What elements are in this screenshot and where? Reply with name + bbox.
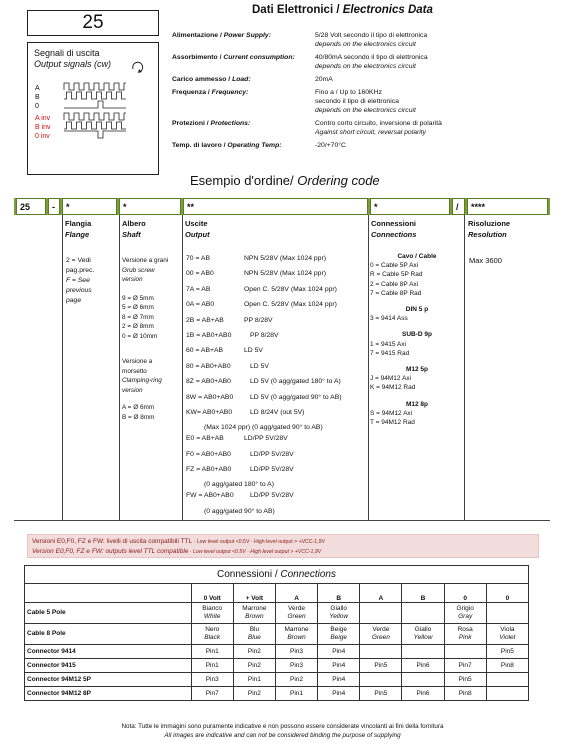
table-row [25,659,529,673]
table-cell: Pin2 [233,687,275,701]
header-connections: Connessioni Connections [371,219,417,239]
output-option: (0 agg/gated 180° to A) [204,481,274,489]
table-cell: Pin2 [233,645,275,659]
signal-label: B [35,94,40,101]
table-cell: Pin5 [444,673,486,687]
table-cell: Viola Violet [486,624,528,645]
column-header: A [275,584,317,603]
connection-option: 3 = 9414 Ass [370,315,408,323]
table-cell: Pin6 [402,659,444,673]
code-slash: / [452,198,465,215]
table-cell [360,645,402,659]
table-cell: Grigio Gray [444,603,486,624]
connection-group: M12 8p [405,400,429,408]
table-cell [360,603,402,624]
table-cell: Pin7 [444,659,486,673]
signal-waveform [64,113,126,120]
connection-option: R = Cable 5P Rad [370,271,423,279]
connection-option: K = 94M12 Rad [370,384,416,392]
connection-option: T = 94M12 Rad [370,419,415,427]
connection-option: S = 94M12 Axi [370,409,413,417]
table-cell: Verde Green [360,624,402,645]
table-cell: Pin2 [233,659,275,673]
table-row [25,624,529,645]
electronics-value: 40/80mA secondo il tipo di elettronica [315,54,428,61]
table-cell: Marrone Brown [233,603,275,624]
connection-group: Cavo / Cable [397,253,437,260]
table-cell: Marrone Brown [275,624,317,645]
table-cell: Pin3 [191,673,233,687]
electronics-label: Assorbimento / Current consumption: [172,54,295,61]
table-cell: Pin4 [318,659,360,673]
table-cell: Pin1 [191,645,233,659]
signal-waveform [64,131,126,138]
code-connection: * [370,198,450,215]
row-label: Connector 9414 [25,645,192,659]
row-label: Connector 94M12 8P [25,687,192,701]
table-cell [360,673,402,687]
table-cell: Pin8 [444,687,486,701]
code-resolution: **** [467,198,548,215]
table-cell: Beige Beige [318,624,360,645]
table-row [25,603,529,624]
table-cell: Pin4 [318,645,360,659]
electronics-value: 20mA [315,76,333,83]
column-header: A [360,584,402,603]
code-shaft: * [119,198,181,215]
signal-waveform [64,122,126,129]
ttl-versions-notice: Versioni E0,F0, FZ e FW: livelli di uscita compatibili TTL · Low level output <0.5V · High level output > +VCC-1,9V Version E0,F0, FZ e FW: outputs level TTL compatible · Low level output <0.5V · High level output > +VCC-1,9V [27,534,539,558]
table-cell: Pin3 [275,645,317,659]
table-cell: Pin5 [360,659,402,673]
output-option: 2B = AB+AB PP 8/28V [186,316,273,324]
electronics-value: Fino a / Up to 160KHz [315,89,382,96]
table-cell: Pin6 [402,687,444,701]
table-row [25,687,529,701]
table-cell [402,603,444,624]
code-model: 25 [16,198,46,215]
table-cell [402,645,444,659]
table-cell: Rosa Pink [444,624,486,645]
electronics-value-en: depends on the electronics circuit [315,107,416,114]
signal-label: 0 inv [35,133,50,140]
output-option: 7A = AB Open C. 5/28V (Max 1024 ppr) [186,285,337,293]
table-cell: Pin5 [360,687,402,701]
table-cell: Pin4 [318,673,360,687]
electronics-label: Temp. di lavoro / Operating Temp: [172,142,282,149]
connection-option: 0 = Cable 5P Axi [370,262,419,270]
table-cell [402,673,444,687]
output-option: 8Z = AB0+AB0 LD 5V (0 agg/gated 180° to A) [186,378,341,386]
header-output: Uscite Output [185,219,210,239]
table-cell: Giallo Yellow [318,603,360,624]
electronics-value-en: depends on the electronics circuit [315,41,416,48]
table-row [25,645,529,659]
table-cell: Nero Black [191,624,233,645]
output-option: 80 = AB0+AB0 LD 5V [186,362,269,370]
signals-title: Segnali di uscita [34,48,100,58]
signal-waveform [64,92,126,99]
code-dash: - [48,198,60,215]
output-option: (0 agg/gated 90° to AB) [204,507,275,515]
electronics-value-en: depends on the electronics circuit [315,63,416,70]
output-option: 70 = AB NPN 5/28V (Max 1024 ppr) [186,255,326,262]
electronics-value: Contro corto circuito, inversione di polarità [315,120,442,127]
column-header: 0 [444,584,486,603]
connection-option: 7 = 9415 Rad [370,349,410,357]
row-label: Connector 94M12 5P [25,673,192,687]
header-flange: Flangia Flange [65,219,92,239]
output-option: 00 = AB0 NPN 5/28V (Max 1024 ppr) [186,270,326,278]
connection-group: SUB-D 9p [402,331,432,339]
connections-table [24,565,529,701]
connection-option: 1 = 9415 Axi [370,340,406,348]
electronics-value: -20/+70°C [315,142,346,149]
connection-option: 7 = Cable 8P Rad [370,289,422,297]
table-cell: Pin4 [318,687,360,701]
column-header: 0 Volt [191,584,233,603]
output-option: 1B = AB0+AB0 PP 8/28V [186,331,279,339]
output-option: E0 = AB+AB LD/PP 5V/28V [186,435,288,443]
electronics-label: Carico ammesso / Load: [172,76,251,83]
column-header: B [318,584,360,603]
row-label: Cable 5 Pole [25,603,192,624]
signal-waveform [64,101,126,108]
table-cell: Pin7 [191,687,233,701]
table-cell: Pin1 [233,673,275,687]
electronics-label: Frequenza / Frequency: [172,89,249,96]
signal-waveform [64,83,126,90]
signal-label: A inv [35,115,51,122]
output-option: 8W = AB0+AB0 LD 5V (0 agg/gated 90° to AB) [186,393,342,401]
ordering-title: Esempio d'ordine/ Ordering code [190,173,380,188]
output-options [186,254,368,518]
output-option: (Max 1024 ppr) (0 agg/gated 90° to AB) [204,424,323,432]
electronics-label: Protezioni / Protections: [172,120,251,127]
electronics-value-en: Against short circuit, reversal polarity [315,129,427,136]
header-shaft: Albero Shaft [122,219,146,239]
output-signals-panel [27,42,159,175]
table-cell: Pin1 [191,659,233,673]
signal-waveforms [28,43,160,176]
table-row [25,673,529,687]
table-cell [486,603,528,624]
row-label: Connector 9415 [25,659,192,673]
signal-label: B inv [35,124,51,131]
output-option: FZ = AB0+AB0 LD/PP 5V/28V [186,466,294,474]
code-flange: * [62,198,117,215]
row-label: Cable 8 Pole [25,624,192,645]
table-cell: Verde Green [275,603,317,624]
connection-option: 2 = Cable 8P Axi [370,280,419,288]
electronics-label: Alimentazione / Power Supply: [172,32,271,39]
column-header: 0 [486,584,528,603]
disclaimer-note: Nota: Tutte le immagini sono puramente indicative e non possono essere considerate vincolanti ai fini della fornitura All images are indicative and can not be considered binding the purpose of supplying [121,723,444,739]
output-option: 0A = AB0 Open C. 5/28V (Max 1024 ppr) [186,301,337,309]
table-cell: Giallo Yellow [402,624,444,645]
connection-options [370,252,464,427]
connection-group: DIN 5 p [405,306,429,314]
header-resolution: Risoluzione Resolution [468,219,511,239]
model-number: 25 [27,10,159,36]
table-cell: Blu Blue [233,624,275,645]
table-cell: Pin5 [486,645,528,659]
table-cell: Bianco White [191,603,233,624]
code-output: ** [183,198,368,215]
shaft-options: Versione a grani Grub screw version 9 = Ø 5mm 5 = Ø 6mm 8 = Ø 7mm 2 = Ø 8mm 0 = Ø 10mm Versione a morsetto Clamping-ring version A = Ø 6mm B = Ø 8mm [122,257,169,421]
column-header: + Volt [233,584,275,603]
connection-option: J = 94M12 Axi [370,375,412,383]
output-option: FW = AB0+AB0 LD/PP 5V/28V [186,492,294,500]
table-cell: Pin3 [275,659,317,673]
rotation-arrow-icon [133,62,143,73]
connection-group: M12 5p [405,366,429,374]
signal-label: A [35,85,40,92]
table-cell: Pin1 [275,687,317,701]
resolution-value: Max 3600 [469,256,502,265]
signals-subtitle: Output signals (cw) [34,59,112,69]
electronics-title: Dati Elettronici / Electronics Data [252,4,433,16]
table-cell [444,645,486,659]
ordering-code-row [14,198,550,215]
column-header: B [402,584,444,603]
output-option: KW= AB0+AB0 LD 8/24V (out 5V) [186,408,305,416]
electronics-value: 5/28 Volt secondo il tipo di elettronica [315,32,428,39]
output-option: 60 = AB+AB LD 5V [186,347,263,355]
electronics-value: secondo il tipo di elettronica [315,98,399,105]
table-cell [486,673,528,687]
table-cell: Pin2 [275,673,317,687]
connections-title: Connessioni / Connections [25,566,529,584]
table-cell: Pin8 [486,659,528,673]
flange-options: 2 = Vedi pag.prec. F = See previous page [66,257,95,304]
signal-label: 0 [35,103,39,110]
table-cell [486,687,528,701]
output-option: F0 = AB0+AB0 LD/PP 5V/28V [186,450,294,458]
